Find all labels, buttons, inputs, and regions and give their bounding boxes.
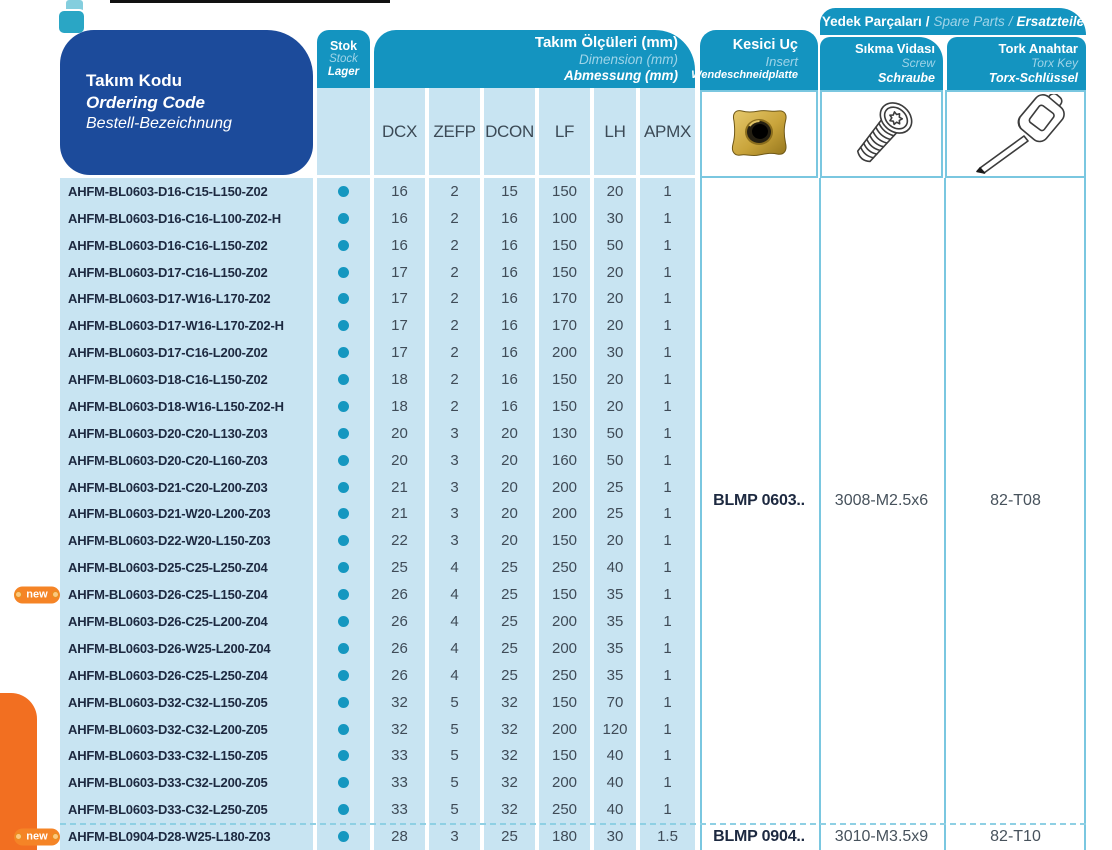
stock-dot-icon bbox=[338, 697, 349, 708]
badge-decor-dot bbox=[15, 591, 22, 598]
stock-dot-icon bbox=[338, 374, 349, 385]
apmx-value: 1 bbox=[663, 774, 672, 792]
ordering-code: AHFM-BL0904-D28-W25-L180-Z03 bbox=[68, 829, 271, 845]
ordering-code-header-en: Ordering Code bbox=[86, 93, 206, 113]
stock-indicator bbox=[317, 554, 370, 581]
lh-value: 35 bbox=[606, 586, 624, 604]
spare-parts-band bbox=[820, 8, 1086, 35]
ordering-code-header-tr: Takım Kodu bbox=[86, 71, 183, 90]
stock-dot-icon bbox=[338, 643, 349, 654]
ordering-code: AHFM-BL0603-D20-C20-L160-Z03 bbox=[68, 452, 268, 468]
stock-dot-icon bbox=[338, 186, 349, 197]
zefp-value: 3 bbox=[450, 828, 459, 846]
stock-indicator bbox=[317, 742, 370, 769]
lf-value: 150 bbox=[551, 236, 578, 254]
lf-value: 150 bbox=[551, 182, 578, 200]
zefp-value: 4 bbox=[450, 586, 459, 604]
lf-value: 150 bbox=[551, 586, 578, 604]
dcon-value: 25 bbox=[501, 828, 518, 846]
stock-indicator bbox=[317, 178, 370, 205]
stock-indicator bbox=[317, 286, 370, 313]
dcon-value: 32 bbox=[501, 747, 518, 765]
torx-header-en: Torx Key bbox=[1031, 55, 1078, 70]
lh-value: 35 bbox=[606, 613, 624, 631]
zefp-value: 2 bbox=[450, 290, 459, 308]
torx-header-tr: Tork Anahtar bbox=[998, 41, 1078, 57]
dcon-value: 32 bbox=[501, 801, 518, 819]
dcon-value: 25 bbox=[501, 559, 518, 577]
dcx-value: 26 bbox=[391, 586, 408, 604]
lf-value: 200 bbox=[551, 344, 578, 362]
ordering-code: AHFM-BL0603-D33-C32-L250-Z05 bbox=[68, 802, 268, 818]
dcon-value: 20 bbox=[501, 478, 518, 496]
apmx-value: 1 bbox=[663, 236, 672, 254]
dcon-value: 20 bbox=[501, 505, 518, 523]
lf-value: 150 bbox=[551, 371, 578, 389]
stock-indicator bbox=[317, 339, 370, 366]
lh-value: 20 bbox=[606, 263, 624, 281]
ordering-code: AHFM-BL0603-D17-C16-L150-Z02 bbox=[68, 264, 268, 280]
screw-header-en: Screw bbox=[901, 55, 935, 70]
stock-indicator bbox=[317, 205, 370, 232]
lh-value: 30 bbox=[606, 828, 624, 846]
stock-dot-icon bbox=[338, 616, 349, 627]
badge-decor-dot bbox=[52, 833, 59, 840]
apmx-value: 1 bbox=[663, 693, 672, 711]
apmx-value: 1 bbox=[663, 586, 672, 604]
dcx-value: 26 bbox=[391, 613, 408, 631]
dimensions-header bbox=[374, 30, 695, 88]
dcx-value: 26 bbox=[391, 639, 408, 657]
stock-column-header bbox=[317, 30, 370, 88]
stock-indicator bbox=[317, 232, 370, 259]
stock-dot-icon bbox=[338, 562, 349, 573]
apmx-value: 1 bbox=[663, 801, 672, 819]
stock-dot-icon bbox=[338, 535, 349, 546]
dcx-value: 17 bbox=[391, 317, 408, 335]
torx-header-de: Torx-Schlüssel bbox=[988, 70, 1078, 85]
lh-value: 20 bbox=[606, 532, 624, 550]
apmx-value: 1 bbox=[663, 639, 672, 657]
dcon-value: 16 bbox=[501, 290, 518, 308]
stock-indicator bbox=[317, 474, 370, 501]
lf-value: 200 bbox=[551, 720, 578, 738]
ordering-code: AHFM-BL0603-D16-C16-L100-Z02-H bbox=[68, 210, 281, 226]
top-rule-line bbox=[110, 0, 390, 3]
zefp-value: 3 bbox=[450, 478, 459, 496]
lh-value: 70 bbox=[606, 693, 624, 711]
dcx-value: 20 bbox=[391, 424, 408, 442]
stock-dot-icon bbox=[338, 401, 349, 412]
torx-key-code: 82-T10 bbox=[990, 827, 1041, 845]
stock-indicator bbox=[317, 527, 370, 554]
lf-value: 170 bbox=[551, 290, 578, 308]
badge-decor-dot bbox=[15, 833, 22, 840]
stock-indicator bbox=[317, 447, 370, 474]
ordering-code: AHFM-BL0603-D17-C16-L200-Z02 bbox=[68, 345, 268, 361]
apmx-value: 1 bbox=[663, 344, 672, 362]
lh-value: 25 bbox=[606, 478, 624, 496]
dimensions-header-de: Abmessung (mm) bbox=[563, 67, 678, 83]
apmx-value: 1 bbox=[663, 182, 672, 200]
dcon-value: 15 bbox=[501, 182, 518, 200]
dcon-value: 16 bbox=[501, 397, 518, 415]
torx-column-header bbox=[947, 37, 1086, 90]
zefp-value: 3 bbox=[450, 505, 459, 523]
lh-value: 20 bbox=[606, 397, 624, 415]
spare-parts-en: Spare Parts bbox=[933, 14, 1005, 29]
new-badge: new bbox=[14, 586, 60, 603]
dcon-value: 16 bbox=[501, 317, 518, 335]
apmx-value: 1 bbox=[663, 451, 672, 469]
stock-indicator bbox=[317, 259, 370, 286]
lh-value: 120 bbox=[602, 720, 628, 738]
stock-header-tr: Stok bbox=[329, 38, 358, 53]
zefp-value: 2 bbox=[450, 236, 459, 254]
dcx-value: 16 bbox=[391, 209, 408, 227]
ordering-code: AHFM-BL0603-D21-C20-L200-Z03 bbox=[68, 479, 268, 495]
dcon-value: 16 bbox=[501, 371, 518, 389]
dcon-value: 16 bbox=[501, 209, 518, 227]
stock-indicator bbox=[317, 769, 370, 796]
dcx-value: 22 bbox=[391, 532, 408, 550]
lh-value: 40 bbox=[606, 774, 624, 792]
lf-value: 150 bbox=[551, 263, 578, 281]
stock-indicator bbox=[317, 716, 370, 743]
torx-screw-icon bbox=[832, 94, 932, 174]
zefp-value: 5 bbox=[450, 747, 459, 765]
dcon-value: 20 bbox=[501, 532, 518, 550]
ordering-code: AHFM-BL0603-D16-C16-L150-Z02 bbox=[68, 237, 268, 253]
dcx-value: 16 bbox=[391, 236, 408, 254]
dcx-value: 25 bbox=[391, 559, 408, 577]
dcx-value: 21 bbox=[391, 505, 408, 523]
ordering-code: AHFM-BL0603-D26-W25-L200-Z04 bbox=[68, 640, 271, 656]
lf-value: 130 bbox=[551, 424, 578, 442]
ordering-code-header bbox=[60, 30, 313, 175]
stock-dot-icon bbox=[338, 320, 349, 331]
ordering-code: AHFM-BL0603-D22-W20-L150-Z03 bbox=[68, 533, 271, 549]
lf-value: 200 bbox=[551, 613, 578, 631]
spare-parts-tr: Yedek Parçaları bbox=[821, 14, 922, 29]
stock-dot-icon bbox=[338, 670, 349, 681]
dcx-value: 18 bbox=[391, 397, 408, 415]
lf-value: 150 bbox=[551, 747, 578, 765]
stock-indicator bbox=[317, 393, 370, 420]
dcon-value: 25 bbox=[501, 666, 518, 684]
insert-code: BLMP 0904.. bbox=[713, 827, 805, 845]
dcx-value: 17 bbox=[391, 290, 408, 308]
ordering-code: AHFM-BL0603-D26-C25-L250-Z04 bbox=[68, 667, 268, 683]
lf-value: 100 bbox=[551, 209, 578, 227]
ordering-code: AHFM-BL0603-D25-C25-L250-Z04 bbox=[68, 560, 268, 576]
lh-value: 20 bbox=[606, 371, 624, 389]
dcx-value: 32 bbox=[391, 693, 408, 711]
ordering-code: AHFM-BL0603-D20-C20-L130-Z03 bbox=[68, 425, 268, 441]
stock-indicator bbox=[317, 608, 370, 635]
stock-dot-icon bbox=[338, 589, 349, 600]
lf-value: 200 bbox=[551, 505, 578, 523]
lh-value: 20 bbox=[606, 290, 624, 308]
zefp-value: 5 bbox=[450, 720, 459, 738]
stock-indicator bbox=[317, 689, 370, 716]
dcx-value: 17 bbox=[391, 344, 408, 362]
stock-dot-icon bbox=[338, 293, 349, 304]
stock-dot-icon bbox=[338, 482, 349, 493]
lh-value: 40 bbox=[606, 747, 624, 765]
apmx-value: 1 bbox=[663, 747, 672, 765]
insert-header-en: Insert bbox=[765, 53, 798, 69]
apmx-value: 1 bbox=[663, 613, 672, 631]
torx-key-code: 82-T08 bbox=[990, 491, 1041, 509]
apmx-value: 1 bbox=[663, 559, 672, 577]
stock-dot-icon bbox=[338, 804, 349, 815]
apmx-value: 1 bbox=[663, 505, 672, 523]
column-header-lh: LH bbox=[594, 88, 636, 175]
zefp-value: 4 bbox=[450, 559, 459, 577]
dcx-value: 33 bbox=[391, 747, 408, 765]
dcon-value: 16 bbox=[501, 344, 518, 362]
dcx-value: 33 bbox=[391, 801, 408, 819]
lh-value: 35 bbox=[606, 666, 624, 684]
insert-image-cell bbox=[700, 90, 818, 178]
lh-value: 40 bbox=[606, 559, 624, 577]
lh-value: 35 bbox=[606, 639, 624, 657]
apmx-value: 1 bbox=[663, 209, 672, 227]
milling-insert-photo bbox=[726, 105, 792, 163]
lf-value: 150 bbox=[551, 532, 578, 550]
dcon-value: 25 bbox=[501, 613, 518, 631]
dcon-value: 25 bbox=[501, 639, 518, 657]
stock-indicator bbox=[317, 823, 370, 850]
insert-header-tr: Kesici Uç bbox=[732, 37, 798, 54]
lf-value: 250 bbox=[551, 666, 578, 684]
lf-value: 200 bbox=[551, 478, 578, 496]
dcon-value: 32 bbox=[501, 720, 518, 738]
dcx-value: 16 bbox=[391, 182, 408, 200]
lh-value: 30 bbox=[606, 209, 624, 227]
dcx-value: 33 bbox=[391, 774, 408, 792]
zefp-value: 5 bbox=[450, 693, 459, 711]
torx-key-image-cell bbox=[945, 90, 1086, 178]
stock-dot-icon bbox=[338, 750, 349, 761]
ordering-code-header-de: Bestell-Bezeichnung bbox=[86, 115, 232, 133]
new-badge: new bbox=[14, 828, 60, 845]
stock-subheader-cell bbox=[317, 88, 370, 175]
screw-code: 3008-M2.5x6 bbox=[834, 491, 929, 509]
apmx-value: 1 bbox=[663, 424, 672, 442]
dcon-value: 32 bbox=[501, 693, 518, 711]
lf-value: 200 bbox=[551, 639, 578, 657]
screw-header-de: Schraube bbox=[878, 70, 935, 85]
stock-indicator bbox=[317, 796, 370, 823]
lh-value: 50 bbox=[606, 236, 624, 254]
dcon-value: 32 bbox=[501, 774, 518, 792]
spare-parts-sep2: / bbox=[1008, 14, 1013, 29]
lh-value: 50 bbox=[606, 424, 624, 442]
dcx-value: 28 bbox=[391, 828, 408, 846]
lf-value: 250 bbox=[551, 559, 578, 577]
dcon-value: 25 bbox=[501, 586, 518, 604]
lf-value: 150 bbox=[551, 693, 578, 711]
ordering-code: AHFM-BL0603-D18-W16-L150-Z02-H bbox=[68, 398, 284, 414]
lf-value: 160 bbox=[551, 451, 578, 469]
stock-indicator bbox=[317, 501, 370, 528]
screw-column-header bbox=[820, 37, 943, 90]
zefp-value: 2 bbox=[450, 182, 459, 200]
stock-dot-icon bbox=[338, 267, 349, 278]
spare-parts-sep: / bbox=[925, 14, 930, 29]
spare-parts-de: Ersatzteile bbox=[1016, 14, 1085, 29]
insert-code: BLMP 0603.. bbox=[713, 491, 805, 509]
ordering-code: AHFM-BL0603-D17-W16-L170-Z02-H bbox=[68, 318, 284, 334]
ordering-code: AHFM-BL0603-D33-C32-L150-Z05 bbox=[68, 748, 268, 764]
ordering-code: AHFM-BL0603-D21-W20-L200-Z03 bbox=[68, 506, 271, 522]
lf-value: 250 bbox=[551, 801, 578, 819]
apmx-value: 1 bbox=[663, 371, 672, 389]
ordering-code: AHFM-BL0603-D33-C32-L200-Z05 bbox=[68, 775, 268, 791]
dcon-value: 16 bbox=[501, 236, 518, 254]
zefp-value: 2 bbox=[450, 397, 459, 415]
lh-value: 40 bbox=[606, 801, 624, 819]
dcx-value: 21 bbox=[391, 478, 408, 496]
ordering-code: AHFM-BL0603-D26-C25-L200-Z04 bbox=[68, 614, 268, 630]
ordering-code: AHFM-BL0603-D16-C15-L150-Z02 bbox=[68, 183, 268, 199]
apmx-value: 1 bbox=[663, 532, 672, 550]
zefp-value: 4 bbox=[450, 613, 459, 631]
stock-dot-icon bbox=[338, 347, 349, 358]
dcx-value: 18 bbox=[391, 371, 408, 389]
zefp-value: 2 bbox=[450, 371, 459, 389]
apmx-value: 1 bbox=[663, 720, 672, 738]
stock-header-en: Stock bbox=[329, 52, 358, 65]
dimensions-header-en: Dimension (mm) bbox=[578, 51, 678, 67]
dimensions-header-tr: Takım Ölçüleri (mm) bbox=[534, 34, 678, 52]
badge-decor-dot bbox=[52, 591, 59, 598]
column-header-apmx: APMX bbox=[640, 88, 695, 175]
apmx-value: 1 bbox=[663, 666, 672, 684]
ordering-code: AHFM-BL0603-D18-C16-L150-Z02 bbox=[68, 372, 268, 388]
screw-image-cell bbox=[820, 90, 943, 178]
dcon-value: 20 bbox=[501, 451, 518, 469]
lh-value: 20 bbox=[606, 182, 624, 200]
ordering-code: AHFM-BL0603-D26-C25-L150-Z04 bbox=[68, 587, 268, 603]
stock-dot-icon bbox=[338, 455, 349, 466]
apmx-value: 1 bbox=[663, 317, 672, 335]
stock-indicator bbox=[317, 662, 370, 689]
lf-value: 170 bbox=[551, 317, 578, 335]
stock-indicator bbox=[317, 366, 370, 393]
stock-indicator bbox=[317, 635, 370, 662]
lh-value: 20 bbox=[606, 317, 624, 335]
stock-dot-icon bbox=[338, 428, 349, 439]
dcx-value: 20 bbox=[391, 451, 408, 469]
column-header-dcx: DCX bbox=[374, 88, 425, 175]
lf-value: 200 bbox=[551, 774, 578, 792]
zefp-value: 3 bbox=[450, 532, 459, 550]
dcon-value: 20 bbox=[501, 424, 518, 442]
stock-dot-icon bbox=[338, 724, 349, 735]
stock-dot-icon bbox=[338, 777, 349, 788]
stock-indicator bbox=[317, 581, 370, 608]
stock-dot-icon bbox=[338, 240, 349, 251]
stock-dot-icon bbox=[338, 213, 349, 224]
apmx-value: 1 bbox=[663, 397, 672, 415]
ordering-code: AHFM-BL0603-D32-C32-L200-Z05 bbox=[68, 721, 268, 737]
zefp-value: 5 bbox=[450, 801, 459, 819]
screw-header-tr: Sıkma Vidası bbox=[855, 41, 935, 57]
column-header-zefp: ZEFP bbox=[429, 88, 480, 175]
lf-value: 180 bbox=[551, 828, 578, 846]
torx-key-icon bbox=[960, 94, 1072, 174]
zefp-value: 2 bbox=[450, 317, 459, 335]
lf-value: 150 bbox=[551, 397, 578, 415]
column-header-dcon: DCON bbox=[484, 88, 535, 175]
zefp-value: 4 bbox=[450, 639, 459, 657]
stock-dot-icon bbox=[338, 831, 349, 842]
stock-indicator bbox=[317, 420, 370, 447]
insert-column-header bbox=[691, 30, 818, 90]
ordering-code: AHFM-BL0603-D17-W16-L170-Z02 bbox=[68, 291, 271, 307]
column-header-lf: LF bbox=[539, 88, 590, 175]
ordering-code: AHFM-BL0603-D32-C32-L150-Z05 bbox=[68, 694, 268, 710]
zefp-value: 2 bbox=[450, 344, 459, 362]
apmx-value: 1 bbox=[663, 263, 672, 281]
stock-dot-icon bbox=[338, 508, 349, 519]
insert-header-de: Wendeschneidplatte bbox=[691, 68, 798, 81]
dcx-value: 32 bbox=[391, 720, 408, 738]
zefp-value: 5 bbox=[450, 774, 459, 792]
apmx-value: 1 bbox=[663, 290, 672, 308]
dcon-value: 16 bbox=[501, 263, 518, 281]
lh-value: 30 bbox=[606, 344, 624, 362]
zefp-value: 4 bbox=[450, 666, 459, 684]
stock-header-de: Lager bbox=[327, 66, 360, 79]
zefp-value: 2 bbox=[450, 209, 459, 227]
zefp-value: 3 bbox=[450, 451, 459, 469]
zefp-value: 3 bbox=[450, 424, 459, 442]
apmx-value: 1 bbox=[663, 478, 672, 496]
stock-indicator bbox=[317, 312, 370, 339]
lh-value: 25 bbox=[606, 505, 624, 523]
dcx-value: 17 bbox=[391, 263, 408, 281]
dcx-value: 26 bbox=[391, 666, 408, 684]
zefp-value: 2 bbox=[450, 263, 459, 281]
lh-value: 50 bbox=[606, 451, 624, 469]
screw-code: 3010-M3.5x9 bbox=[834, 827, 929, 845]
apmx-value: 1.5 bbox=[657, 828, 678, 846]
